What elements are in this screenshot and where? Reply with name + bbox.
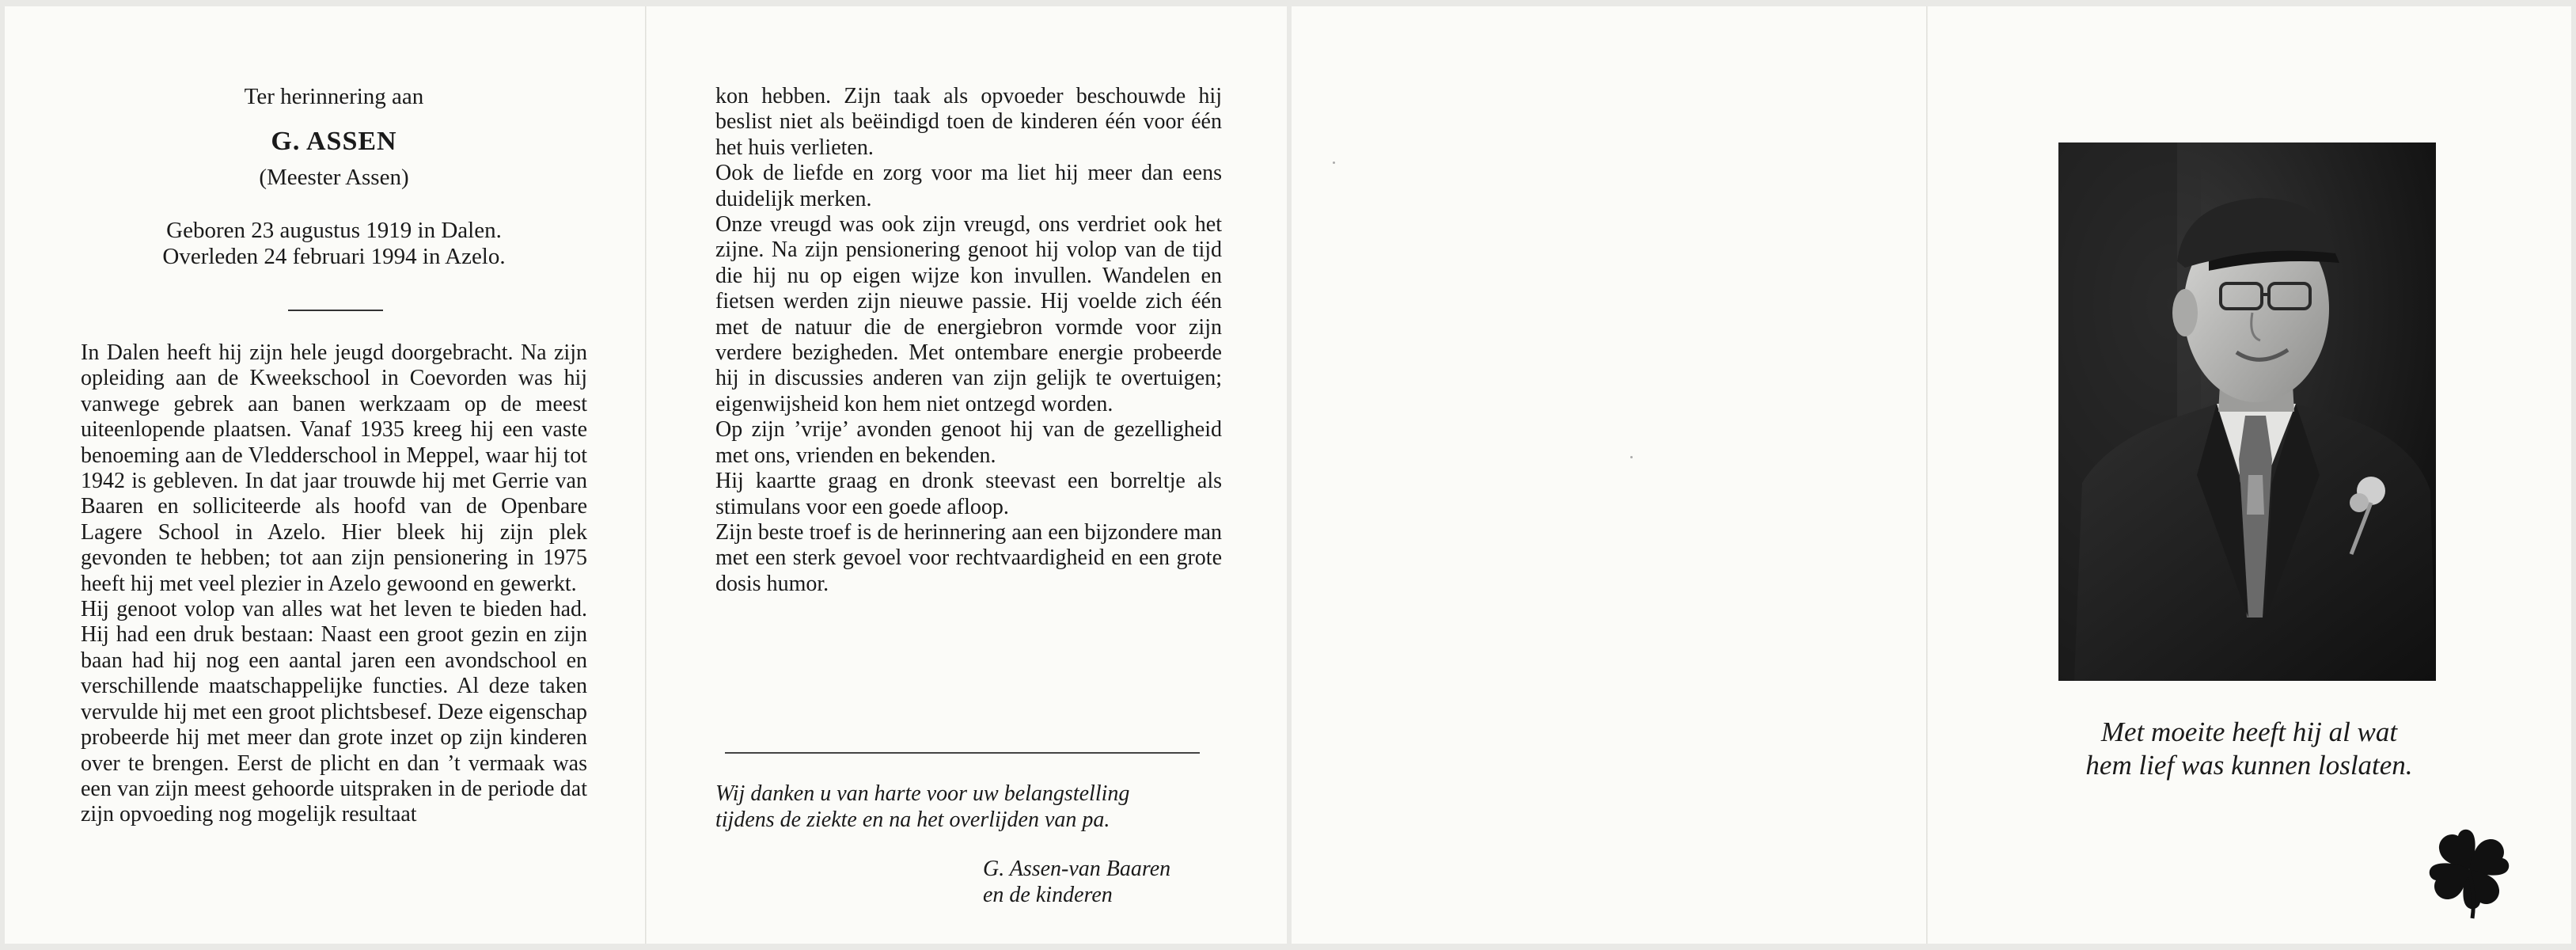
- intro-text: Ter herinnering aan: [244, 84, 424, 109]
- paragraph: kon hebben. Zijn taak als opvoeder beschouwde hij beslist niet als beëindigd toen de kinderen één voor één het huis verlieten.: [715, 84, 1222, 160]
- thanks-line: Wij danken u van harte voor uw belangstelling: [715, 781, 1130, 806]
- fold-line: [1926, 6, 1928, 944]
- deceased-name: G. ASSEN: [271, 127, 397, 156]
- paragraph: Hij genoot volop van alles wat het leven te bieden had. Hij had een druk bestaan: Naast een groot gezin en zijn baan had hij nog een aantal jaren een avondschool en verschillende maatschappelijke functies. Al deze taken vervulde hij met een groot plichtsbesef. Deze eigenschap probeerde hij met meer dan grote inzet op zijn kinderen over te brengen. Eerst de plicht en dan ’t vermaak was een van zijn meest gehoorde uitspraken in de periode dat zijn opvoeding nog mogelijk resultaat: [81, 597, 587, 827]
- signature: [983, 856, 1220, 908]
- thanks-line: tijdens de ziekte en na het overlijden van pa.: [715, 808, 1110, 832]
- paragraph: In Dalen heeft hij zijn hele jeugd doorgebracht. Na zijn opleiding aan de Kweekschool in Coevorden was hij vanwege gebrek aan banen werkzaam op de meest uiteenlopende plaatsen. Vanaf 1935 kreeg hij een vaste benoeming aan de Vledderschool in Meppel, waar hij tot 1942 is gebleven. In dat jaar trouwde hij met Gerrie van Baaren en solliciteerde als hoofd van de Openbare Lagere School in Azelo. Hier bleek hij zijn plek gevonden te hebben; tot aan zijn pensionering in 1975 heeft hij met veel plezier in Azelo gewoond en gewerkt.: [81, 340, 587, 596]
- paragraph: Zijn beste troef is de herinnering aan een bijzondere man met een sterk gevoel voor rechtvaardigheid en een grote dosis humor.: [715, 519, 1222, 596]
- portrait-photo: [2058, 142, 2436, 681]
- caption-line: Met moeite heeft hij al wat: [2100, 716, 2398, 747]
- four-leaf-clover-icon: [2425, 825, 2513, 920]
- signature-family: en de kinderen: [983, 883, 1113, 907]
- fold-line: [645, 6, 647, 944]
- portrait-illustration: [2058, 142, 2436, 681]
- biography-part-2: [715, 84, 1222, 597]
- photo-caption: [2004, 716, 2494, 782]
- photo-card: [1292, 6, 2571, 944]
- biography-part-1: [81, 340, 587, 828]
- life-dates: [81, 218, 587, 270]
- paragraph: Onze vreugd was ook zijn vreugd, ons verdriet ook het zijne. Na zijn pensionering genoot hij volop van de tijd die hij nu op eigen wijze kon invullen. Wandelen en fietsen werden zijn nieuwe passie. Hij voelde zich één met de natuur die de energiebron vormde voor zijn verdere bezigheden. Met ontembare energie probeerde hij in discussies anderen van zijn gelijk te overtuigen; eigenwijsheid kon hem niet ontzegd worden.: [715, 212, 1222, 416]
- caption-line: hem lief was kunnen loslaten.: [2085, 750, 2413, 781]
- thanks-note: [715, 781, 1222, 833]
- nickname: (Meester Assen): [259, 165, 409, 190]
- signature-name: G. Assen-van Baaren: [983, 857, 1171, 881]
- birth-line: Geboren 23 augustus 1919 in Dalen.: [166, 218, 502, 243]
- death-line: Overleden 24 februari 1994 in Azelo.: [162, 244, 506, 269]
- paragraph: Ook de liefde en zorg voor ma liet hij meer dan eens duidelijk merken.: [715, 161, 1222, 211]
- paragraph: Hij kaartte graag en dronk steevast een borreltje als stimulans voor een goede afloop.: [715, 469, 1222, 519]
- paragraph: Op zijn ’vrije’ avonden genoot hij van de gezelligheid met ons, vrienden en bekenden.: [715, 417, 1222, 468]
- divider-short: [288, 310, 383, 311]
- divider-long: [725, 752, 1200, 754]
